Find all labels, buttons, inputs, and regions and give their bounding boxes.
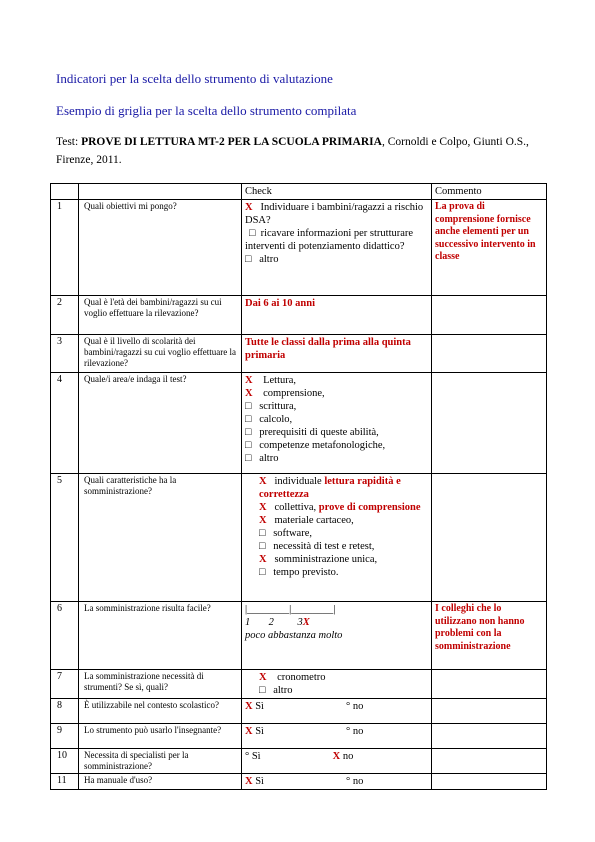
intro-test-title: PROVE DI LETTURA MT-2 PER LA SCUOLA PRIMARIA (81, 136, 382, 148)
no-mark: ° (345, 701, 351, 712)
option-text: altro (259, 453, 279, 464)
row-number: 3 (51, 335, 79, 373)
option-text: materiale cartaceo, (274, 515, 354, 526)
scale-labels: poco abbastanza molto (245, 630, 343, 641)
row-check (242, 200, 432, 296)
yes-mark: ° (245, 751, 250, 762)
check-mark: X (245, 375, 253, 386)
table-row (51, 335, 547, 373)
option-text: competenze metafonologiche, (259, 440, 386, 451)
row-scale (242, 602, 432, 670)
row-comment: I colleghi che lo utilizzano non hanno problemi con la somministrazione (432, 602, 547, 670)
checkbox-empty-icon: □ (249, 228, 256, 239)
row-question: La somministrazione necessità di strumenti? Se sì, quali? (79, 670, 242, 699)
checkbox-empty-icon: □ (245, 254, 252, 265)
header-empty-question (79, 184, 242, 200)
option-text: individuale (274, 476, 322, 487)
row-yes-no (242, 774, 432, 790)
check-mark: X (245, 388, 253, 399)
yes-label: Sì (255, 726, 264, 737)
option-text: scrittura, (259, 401, 297, 412)
option-text: somministrazione unica, (274, 554, 378, 565)
row-check (242, 670, 432, 699)
check-mark: X (259, 672, 267, 683)
checkbox-empty-icon: □ (259, 567, 266, 578)
scale-line: |________|________| (245, 604, 336, 615)
scale-2: 2 (268, 617, 274, 628)
option-text: tempo previsto. (273, 567, 339, 578)
table-row (51, 373, 547, 474)
option-text: prerequisiti di queste abilità, (259, 427, 379, 438)
intro-rest: , Cornoldi e Colpo, Giunti O.S., Firenze, 2011. (56, 136, 529, 166)
yes-label: Sì (255, 776, 264, 787)
yes-label: Sì (251, 751, 261, 762)
scale-3: 3 (297, 617, 303, 628)
check-mark: X (259, 502, 267, 513)
row-number: 7 (51, 670, 79, 699)
row-comment (432, 670, 547, 699)
option-text: Individuare i bambini/ragazzi a rischio DSA? (245, 202, 424, 226)
table-row (51, 670, 547, 699)
row-number: 2 (51, 296, 79, 335)
option-text: altro (273, 685, 293, 696)
row-answer: Dai 6 ai 10 anni (242, 296, 432, 335)
row-number: 10 (51, 749, 79, 774)
no-mark: ° (345, 726, 351, 737)
row-question: Quali caratteristiche ha la somministrazione? (79, 474, 242, 602)
row-comment (432, 373, 547, 474)
no-mark: X (332, 751, 341, 762)
table-row (51, 200, 547, 296)
heading-esempio: Esempio di griglia per la scelta dello strumento compilata (56, 103, 357, 118)
row-number: 8 (51, 699, 79, 724)
row-comment (432, 335, 547, 373)
row-question: Quale/i area/e indaga il test? (79, 373, 242, 474)
option-text: cronometro (277, 672, 326, 683)
option-text: Lettura, (263, 375, 297, 386)
row-number: 9 (51, 724, 79, 749)
row-check (242, 474, 432, 602)
checkbox-empty-icon: □ (245, 453, 252, 464)
table-row (51, 602, 547, 670)
option-text: collettiva, (274, 502, 317, 513)
yes-mark: X (245, 726, 253, 737)
header-check: Check (242, 184, 432, 200)
table-row (51, 296, 547, 335)
checkbox-empty-icon: □ (259, 685, 266, 696)
option-text: calcolo, (259, 414, 293, 425)
checkbox-empty-icon: □ (245, 427, 252, 438)
check-mark: X (259, 515, 267, 526)
scale-numbers (245, 616, 428, 629)
option-text: comprensione, (263, 388, 325, 399)
no-label: no (352, 776, 364, 787)
yes-mark: X (245, 776, 253, 787)
row-comment (432, 724, 547, 749)
row-question: È utilizzabile nel contesto scolastico? (79, 699, 242, 724)
row-comment (432, 749, 547, 774)
no-label: no (352, 701, 364, 712)
table-row (51, 724, 547, 749)
no-mark: ° (345, 776, 351, 787)
row-comment (432, 774, 547, 790)
row-number: 6 (51, 602, 79, 670)
row-number: 1 (51, 200, 79, 296)
row-question: Quali obiettivi mi pongo? (79, 200, 242, 296)
check-mark: X (259, 554, 267, 565)
row-number: 5 (51, 474, 79, 602)
checkbox-empty-icon: □ (259, 528, 266, 539)
yes-mark: X (245, 701, 253, 712)
checkbox-empty-icon: □ (245, 440, 252, 451)
heading-indicatori: Indicatori per la scelta dello strumento di valutazione (56, 71, 333, 86)
row-yes-no (242, 749, 432, 774)
row-question: Lo strumento può usarlo l'insegnante? (79, 724, 242, 749)
table-row (51, 699, 547, 724)
checkbox-empty-icon: □ (245, 401, 252, 412)
option-text: ricavare informazioni per strutturare interventi di potenziamento didattico? (245, 228, 414, 252)
yes-label: Sì (255, 701, 264, 712)
scale-1: 1 (245, 617, 251, 628)
option-text: necessità di test e retest, (273, 541, 375, 552)
row-comment (432, 699, 547, 724)
header-empty-num (51, 184, 79, 200)
table-header-row (51, 184, 547, 200)
row-question: Qual è il livello di scolarità dei bambini/ragazzi su cui voglio effettuare la rilevazione? (79, 335, 242, 373)
row-number: 4 (51, 373, 79, 474)
table-row (51, 774, 547, 790)
no-label: no (342, 751, 354, 762)
header-comment: Commento (432, 184, 547, 200)
table-row (51, 474, 547, 602)
row-comment (432, 296, 547, 335)
row-question: La somministrazione risulta facile? (79, 602, 242, 670)
option-note: lettura rapidità e correttezza (259, 476, 401, 500)
row-question: Qual è l'età dei bambini/ragazzi su cui voglio effettuare la rilevazione? (79, 296, 242, 335)
row-comment: La prova di comprensione fornisce anche elementi per un successivo intervento in classe (432, 200, 547, 296)
row-number: 11 (51, 774, 79, 790)
option-text: software, (273, 528, 312, 539)
intro-paragraph (56, 133, 544, 169)
check-mark: X (302, 617, 310, 628)
row-question: Necessita di specialisti per la somministrazione? (79, 749, 242, 774)
checkbox-empty-icon: □ (245, 414, 252, 425)
option-note: prove di comprensione (318, 502, 421, 513)
evaluation-grid (50, 183, 547, 790)
row-answer: Tutte le classi dalla prima alla quinta primaria (242, 335, 432, 373)
row-check (242, 373, 432, 474)
intro-prefix: Test: (56, 136, 82, 148)
no-label: no (352, 726, 364, 737)
check-mark: X (245, 202, 253, 213)
option-text: altro (259, 254, 279, 265)
check-mark: X (259, 476, 267, 487)
row-question: Ha manuale d'uso? (79, 774, 242, 790)
checkbox-empty-icon: □ (259, 541, 266, 552)
row-comment (432, 474, 547, 602)
row-yes-no (242, 699, 432, 724)
table-row (51, 749, 547, 774)
row-yes-no (242, 724, 432, 749)
